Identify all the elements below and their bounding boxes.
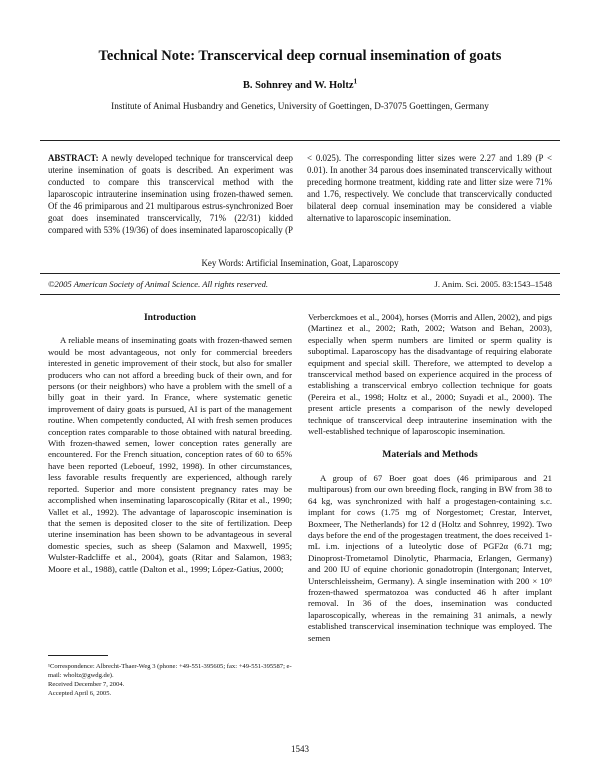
abstract-text: A newly developed technique for transcervical deep uterine insemination of goats is described. An experiment was conducted to compare this transcervical method with the laparoscopic intrauterine insemination using frozen-thawed semen. Of the 46 primiparous and 21 multiparous estrus-synchronized Boer goat does inseminated transcervically, 71% (22/31) kidded compared with 53% (19/36) of does inseminated laparoscopically (P < 0.025). The corresponding litter sizes were 2.27 and 1.89 (P < 0.01). In another 34 parous does inseminated transcervically without preceding hormone treatment, kidding rate and litter size were 71% and 1.76, respectively. We conclude that transcervically conducted bilateral deep cornual insemination may be considered a viable alternative to laparoscopic insemination.: [48, 153, 552, 235]
introduction-paragraph: A reliable means of inseminating goats with frozen-thawed semen would be most advantageous, not only for commercial breeders interested in genetic improvement of their stock, but also for smaller producers who can not afford a breeding buck of their own, and for persons (or their neighbors) who have a problem with the smell of a billy goat in their yard. In France, where systematic genetic improvement of dairy goats is pursued, AI is part of the management routine. When competently conducted, AI with fresh semen produces conception rates comparable to those obtained with natural breeding. With frozen-thawed semen, lower conception rates generally are encountered. For the French situation, conception rates of 60 to 65% have been reported (Leboeuf, 1992, 1998). In other circumstances, less favorable results frequently are experienced, although rarely reported. Superior and more consistent pregnancy rates may be accomplished when inseminating laparoscopically (Ritar et al., 1990; Vallet et al., 1992). The advantage of laparoscopic insemination is that the semen is deposited closer to the site of fertilization. Deep uterine insemination has been shown to be advantageous in several domestic species, such as sheep (Salamon and Maxwell, 1995; Wulster-Radcliffe et al., 2004), goats (Ritar and Salamon, 1983; Moore et al., 1988), cattle (Dalton et al., 1999; López-Gatius, 2000;: [48, 335, 292, 574]
right-column: [308, 312, 552, 644]
left-column: [48, 312, 292, 575]
footnotes: [48, 662, 292, 698]
paper-title: Technical Note: Transcervical deep cornual insemination of goats: [98, 48, 502, 64]
divider-bottom: [40, 294, 560, 295]
received-date: Received December 7, 2004.: [48, 681, 125, 688]
abstract: [48, 152, 552, 236]
methods-paragraph: A group of 67 Boer goat does (46 primiparous and 21 multiparous) from our own breeding flock, ranging in BW from 38 to 64 kg, was synchronized with half a progestagen-containing s.c. implant for cows (1.75 mg of Norgestomet; Crestar, Intervet, Boxmeer, The Netherlands) for 12 d (Holtz and Sohnrey, 1992). Two days before the end of the progestagen treatment, the does received 1-mL i.m. injections of a luteolytic dose of PGF2α (6.71 mg; Dinoprost-Trometamol Dinolytic, Pharmacia, Erlangen, Germany) and 200 IU of equine chorionic gonadotropin (Intergonan; Intervet, Unterschleissheim, Germany). A single insemination with 200 × 10⁶ frozen-thawed spermatozoa was conducted 46 h after implant removal. In 36 of the does, insemination was conducted laparoscopically, whereas in the remaining 31 animals, a newly established transcervical insemination technique was employed. The semen: [308, 472, 552, 643]
keywords: Key Words: Artificial Insemination, Goat, Laparoscopy: [201, 258, 399, 268]
abstract-label: ABSTRACT:: [48, 153, 99, 163]
page-number: 1543: [291, 744, 309, 754]
affiliation: Institute of Animal Husbandry and Genetics, University of Goettingen, D-37075 Goettingen, Germany: [111, 101, 489, 111]
methods-heading: Materials and Methods: [382, 449, 478, 461]
divider-top: [40, 140, 560, 141]
author-line: [0, 76, 600, 91]
correspondence-footnote: ¹Correspondence: Albrecht-Thaer-Weg 3 (phone: +49-551-395605; fax: +49-551-395587; e-mail: wholtz@gwdg.de).: [48, 663, 292, 679]
accepted-date: Accepted April 6, 2005.: [48, 690, 112, 697]
divider-middle: [40, 273, 560, 274]
introduction-heading: Introduction: [143, 312, 197, 323]
journal-reference: J. Anim. Sci. 2005. 83:1543–1548: [434, 279, 552, 289]
authors: B. Sohnrey and W. Holtz: [242, 80, 354, 91]
copyright: ©2005 American Society of Animal Science. All rights reserved.: [48, 279, 269, 289]
author-footnote-mark: 1: [353, 76, 358, 86]
footnote-divider: [48, 655, 108, 656]
introduction-continuation: Verberckmoes et al., 2004), horses (Morris and Allen, 2002), and pigs (Martinez et al., 2002; Rath, 2002; Watson and Behan, 2003), especially when sperm numbers are limited or sperm quality is suboptimal. Laparoscopy has the disadvantage of requiring elaborate equipment and special skill. Therefore, we attempted to develop a transcervical method based on experience acquired in the process of establishing a transcervical embryo collection technique for goats (Pereira et al., 1998; Holtz et al., 2000; Suyadi et al., 2000). The present article presents a comparison of the newly developed technique of transcervical deep intrauterine insemination with the well-established technique of laparoscopic insemination.: [308, 312, 552, 437]
